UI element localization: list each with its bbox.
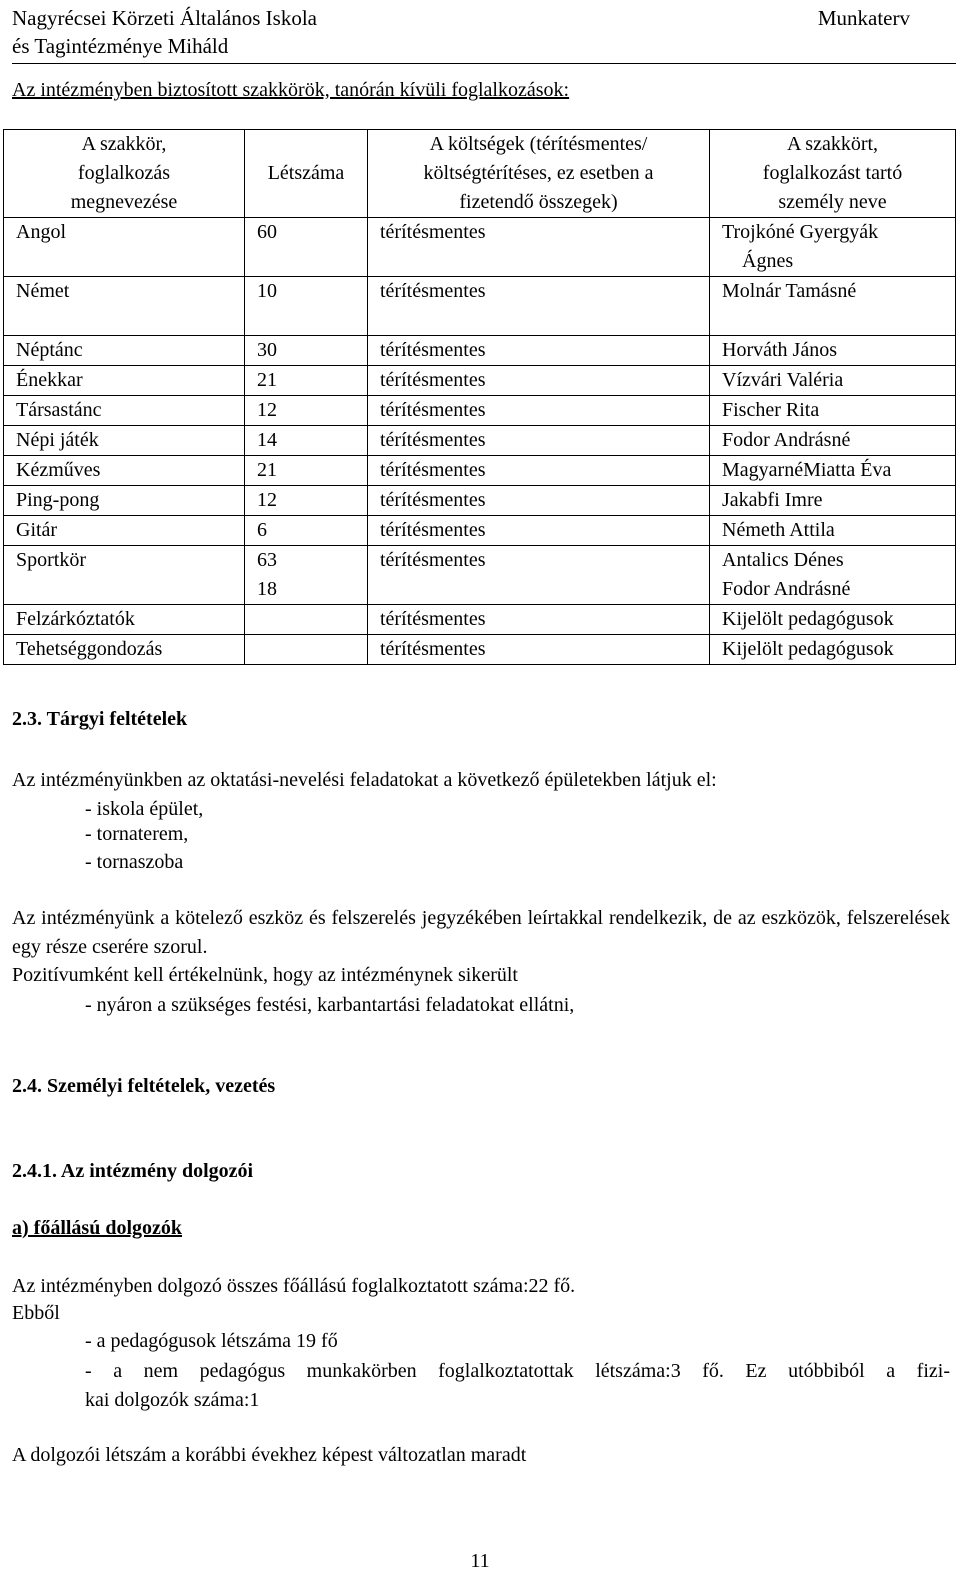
col-header-name: A szakkör, foglalkozás megnevezése <box>4 130 245 218</box>
cell-count: 60 <box>245 218 368 277</box>
list-item: - tornaterem, <box>85 823 189 845</box>
cell-name: Néptánc <box>4 336 245 366</box>
cell-cost: térítésmentes <box>368 366 710 396</box>
school-name-line2: és Tagintézménye Miháld <box>12 34 229 58</box>
table-row <box>4 277 956 336</box>
cell-person: Jakabfi Imre <box>710 486 956 516</box>
table-row <box>4 336 956 366</box>
cell-name: Gitár <box>4 516 245 546</box>
table-row <box>4 486 956 516</box>
list-item: - a pedagógusok létszáma 19 fő <box>85 1330 338 1352</box>
intro-title: Az intézményben biztosított szakkörök, tanórán kívüli foglalkozások: <box>12 79 570 101</box>
cell-cost: térítésmentes <box>368 635 710 665</box>
table-row <box>4 456 956 486</box>
cell-count: 10 <box>245 277 368 336</box>
cell-cost: térítésmentes <box>368 546 710 605</box>
cell-cost: térítésmentes <box>368 456 710 486</box>
cell-name: Tehetséggondozás <box>4 635 245 665</box>
cell-count: 21 <box>245 366 368 396</box>
cell-person: Kijelölt pedagógusok <box>710 605 956 635</box>
subsection-a-title: a) főállású dolgozók <box>12 1217 183 1239</box>
cell-cost: térítésmentes <box>368 336 710 366</box>
section-2-3-title: 2.3. Tárgyi feltételek <box>12 708 188 730</box>
table-row <box>4 546 956 605</box>
cell-person: Horváth János <box>710 336 956 366</box>
cell-name: Társastánc <box>4 396 245 426</box>
cell-count: 12 <box>245 396 368 426</box>
table-row <box>4 516 956 546</box>
staff-unchanged-note: A dolgozói létszám a korábbi évekhez képest változatlan maradt <box>12 1444 527 1466</box>
cell-person: Németh Attila <box>710 516 956 546</box>
cell-person: Antalics Dénes Fodor Andrásné <box>710 546 956 605</box>
table-row <box>4 605 956 635</box>
table-row <box>4 218 956 277</box>
cell-count <box>245 605 368 635</box>
cell-person: Kijelölt pedagógusok <box>710 635 956 665</box>
table-row <box>4 366 956 396</box>
cell-person: MagyarnéMiatta Éva <box>710 456 956 486</box>
cell-name: Énekkar <box>4 366 245 396</box>
cell-count: 12 <box>245 486 368 516</box>
page-number: 11 <box>470 1550 490 1572</box>
cell-person: Molnár Tamásné <box>710 277 956 336</box>
cell-name: Felzárkóztatók <box>4 605 245 635</box>
cell-name: Angol <box>4 218 245 277</box>
section-2-4-title: 2.4. Személyi feltételek, vezetés <box>12 1075 276 1097</box>
col-header-person: A szakkört, foglalkozást tartó személy neve <box>710 130 956 218</box>
staff-total: Az intézményben dolgozó összes főállású foglalkoztatott száma:22 fő. <box>12 1275 576 1297</box>
cell-name: Ping-pong <box>4 486 245 516</box>
cell-count: 63 18 <box>245 546 368 605</box>
cell-count: 30 <box>245 336 368 366</box>
cell-person: Trojkóné Gyergyák Ágnes <box>710 218 956 277</box>
col-header-count: Létszáma <box>245 130 368 218</box>
cell-person: Fischer Rita <box>710 396 956 426</box>
list-item: - tornaszoba <box>85 851 184 873</box>
list-item: - nyáron a szükséges festési, karbantartási feladatokat ellátni, <box>85 994 575 1016</box>
school-name-line1: Nagyrécsei Körzeti Általános Iskola <box>12 6 317 30</box>
cell-count: 6 <box>245 516 368 546</box>
list-item: - iskola épület, <box>85 798 204 820</box>
cell-name: Kézműves <box>4 456 245 486</box>
clubs-table <box>3 129 956 665</box>
table-row <box>4 396 956 426</box>
cell-person: Vízvári Valéria <box>710 366 956 396</box>
cell-cost: térítésmentes <box>368 218 710 277</box>
cell-cost: térítésmentes <box>368 396 710 426</box>
cell-person: Fodor Andrásné <box>710 426 956 456</box>
table-row <box>4 426 956 456</box>
section-2-3-positive: Pozitívumként kell értékelnünk, hogy az intézménynek sikerült <box>12 964 518 986</box>
col-header-cost: A költségek (térítésmentes/ költségtérítéses, ez esetben a fizetendő összegek) <box>368 130 710 218</box>
table-header-row <box>4 130 956 218</box>
list-item: - a nem pedagógus munkakörben foglalkoztatottak létszáma:3 fő. Ez utóbbiból a fizi- kai dolgozók száma:1 <box>85 1360 950 1411</box>
cell-count: 21 <box>245 456 368 486</box>
cell-cost: térítésmentes <box>368 605 710 635</box>
cell-count: 14 <box>245 426 368 456</box>
cell-cost: térítésmentes <box>368 426 710 456</box>
cell-name: Népi játék <box>4 426 245 456</box>
cell-name: Német <box>4 277 245 336</box>
cell-cost: térítésmentes <box>368 516 710 546</box>
table-row <box>4 635 956 665</box>
cell-name: Sportkör <box>4 546 245 605</box>
section-2-3-intro: Az intézményünkben az oktatási-nevelési feladatokat a következő épületekben látjuk el: <box>12 769 717 791</box>
header-divider <box>12 63 956 64</box>
cell-cost: térítésmentes <box>368 277 710 336</box>
cell-cost: térítésmentes <box>368 486 710 516</box>
section-2-4-1-title: 2.4.1. Az intézmény dolgozói <box>12 1160 254 1182</box>
page-header-doc-type: Munkaterv <box>817 6 910 30</box>
section-2-3-equipment: Az intézményünk a kötelező eszköz és felszerelés jegyzékében leírtakkal rendelkezik, de az eszközök, felszerelések egy része cserére szorul. <box>12 907 950 958</box>
cell-count <box>245 635 368 665</box>
staff-breakdown-lead: Ebből <box>12 1302 60 1324</box>
page-header-school <box>12 4 317 60</box>
